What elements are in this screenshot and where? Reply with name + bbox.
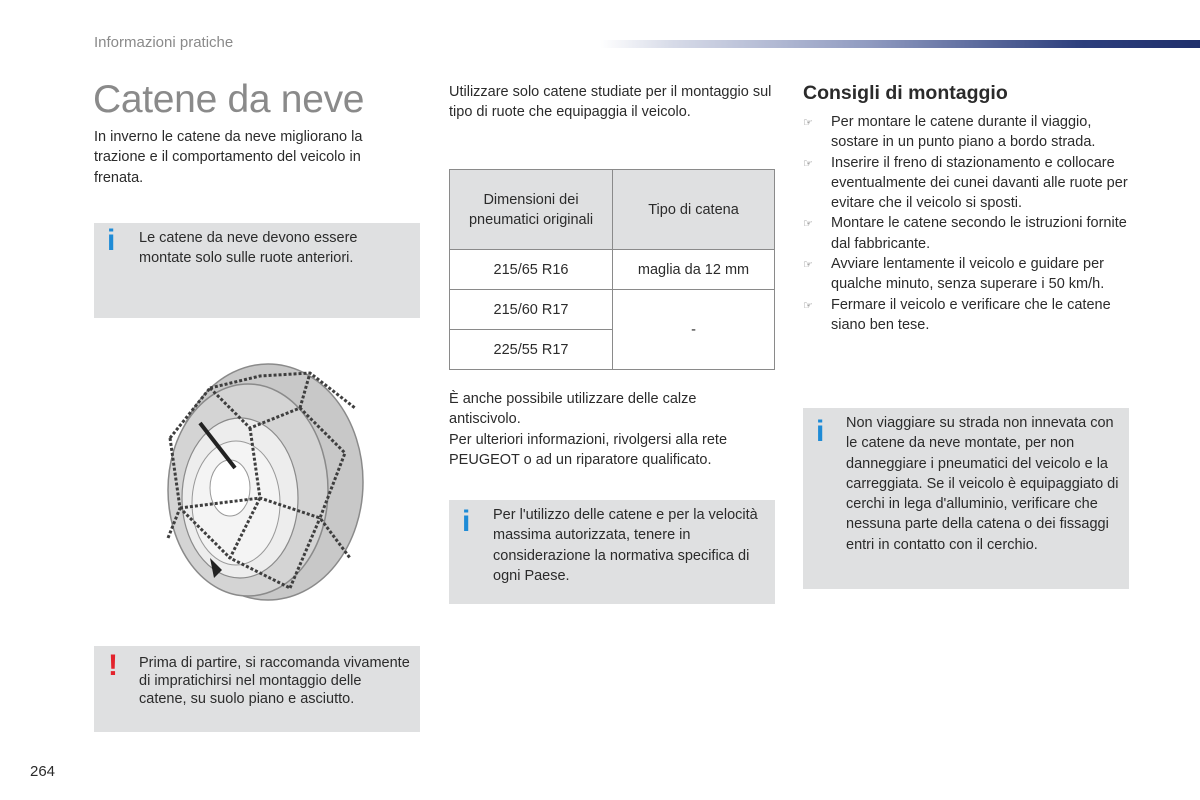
table-row [450, 290, 775, 330]
list-item [803, 295, 1133, 336]
hand-pointer-icon: ☞ [803, 117, 813, 129]
table-header-dimensions [450, 170, 613, 250]
hand-pointer-icon: ☞ [803, 299, 813, 312]
info-box-alloy-rims [803, 408, 1129, 589]
table-cell-size: 215/65 R16 [450, 250, 613, 290]
socks-text: È anche possibile utilizzare delle calze antiscivolo. [449, 391, 697, 428]
socks-paragraph [449, 389, 775, 470]
list-item [803, 213, 1133, 254]
tire-with-chain-icon [150, 358, 370, 608]
table-cell-size: 225/55 R17 [450, 330, 613, 370]
list-item [803, 112, 1133, 153]
list-item [803, 153, 1133, 214]
info-box-text: Per l'utilizzo delle catene e per la velocità massima autorizzata, tenere in considerazione la normativa specifica di ogni Paese. [493, 507, 758, 584]
list-item-text: Per montare le catene durante il viaggio, sostare in un punto piano a bordo strada. [831, 114, 1096, 151]
table-cell-size: 215/60 R17 [450, 290, 613, 330]
warning-box [94, 646, 420, 732]
hand-pointer-icon: ☞ [803, 157, 813, 170]
list-item-text: Avviare lentamente il veicolo e guidare per qualche minuto, senza superare i 50 km/h. [831, 256, 1105, 293]
header-gradient-bar [600, 40, 1200, 48]
mounting-steps-list [803, 112, 1133, 335]
info-box-text: Le catene da neve devono essere montate solo sulle ruote anteriori. [139, 230, 358, 267]
list-item-text: Inserire il freno di stazionamento e collocare eventualmente dei cunei davanti alle ruote per evitare che il veicolo si sposti. [831, 154, 1128, 212]
list-item [803, 254, 1133, 295]
info-box-front-wheels [94, 223, 420, 318]
page-number: 264 [30, 763, 56, 780]
page-title: Catene da neve [93, 78, 365, 121]
list-item-text: Montare le catene secondo le istruzioni fornite dal fabbricante. [831, 215, 1127, 252]
info-icon: i [107, 224, 116, 257]
table-row [450, 250, 775, 290]
tire-chain-illustration [150, 358, 370, 608]
table-cell-chain: - [613, 290, 775, 370]
info-icon: i [816, 415, 825, 448]
info-box-text: Non viaggiare su strada non innevata con le catene da neve montate, per non danneggiare i pneumatici del veicolo e la carreggiata. Se il veicolo è equipaggiato di cerchi in lega d'alluminio, verificare che nessuna parte della catena o dei fissaggi entri in contatto con il cerchio. [846, 415, 1119, 553]
table-header-chain-type: Tipo di catena [613, 170, 775, 250]
tyre-chain-table [449, 169, 775, 370]
table-header-dimensions-label: Dimensioni dei pneumatici originali [468, 191, 594, 228]
hand-pointer-icon: ☞ [803, 259, 813, 272]
section-label: Informazioni pratiche [94, 34, 234, 51]
info-box-speed [449, 500, 775, 604]
info-icon: i [462, 505, 471, 538]
hand-pointer-icon: ☞ [803, 218, 813, 231]
chains-intro-paragraph: Utilizzare solo catene studiate per il montaggio sul tipo di ruote che equipaggia il veicolo. [449, 84, 772, 121]
intro-paragraph: In inverno le catene da neve migliorano la trazione e il comportamento del veicolo in frenata. [94, 129, 363, 186]
dealer-text: Per ulteriori informazioni, rivolgersi alla rete PEUGEOT o ad un riparatore qualificato. [449, 431, 728, 468]
list-item-text: Fermare il veicolo e verificare che le catene siano ben tese. [831, 296, 1111, 333]
table-header-row [450, 170, 775, 250]
section-heading: Consigli di montaggio [803, 82, 1008, 104]
table-cell-chain: maglia da 12 mm [613, 250, 775, 290]
warning-icon: ! [108, 649, 118, 682]
warning-text: Prima di partire, si raccomanda vivamente di impratichirsi nel montaggio delle catene, su suolo piano e asciutto. [139, 655, 410, 708]
